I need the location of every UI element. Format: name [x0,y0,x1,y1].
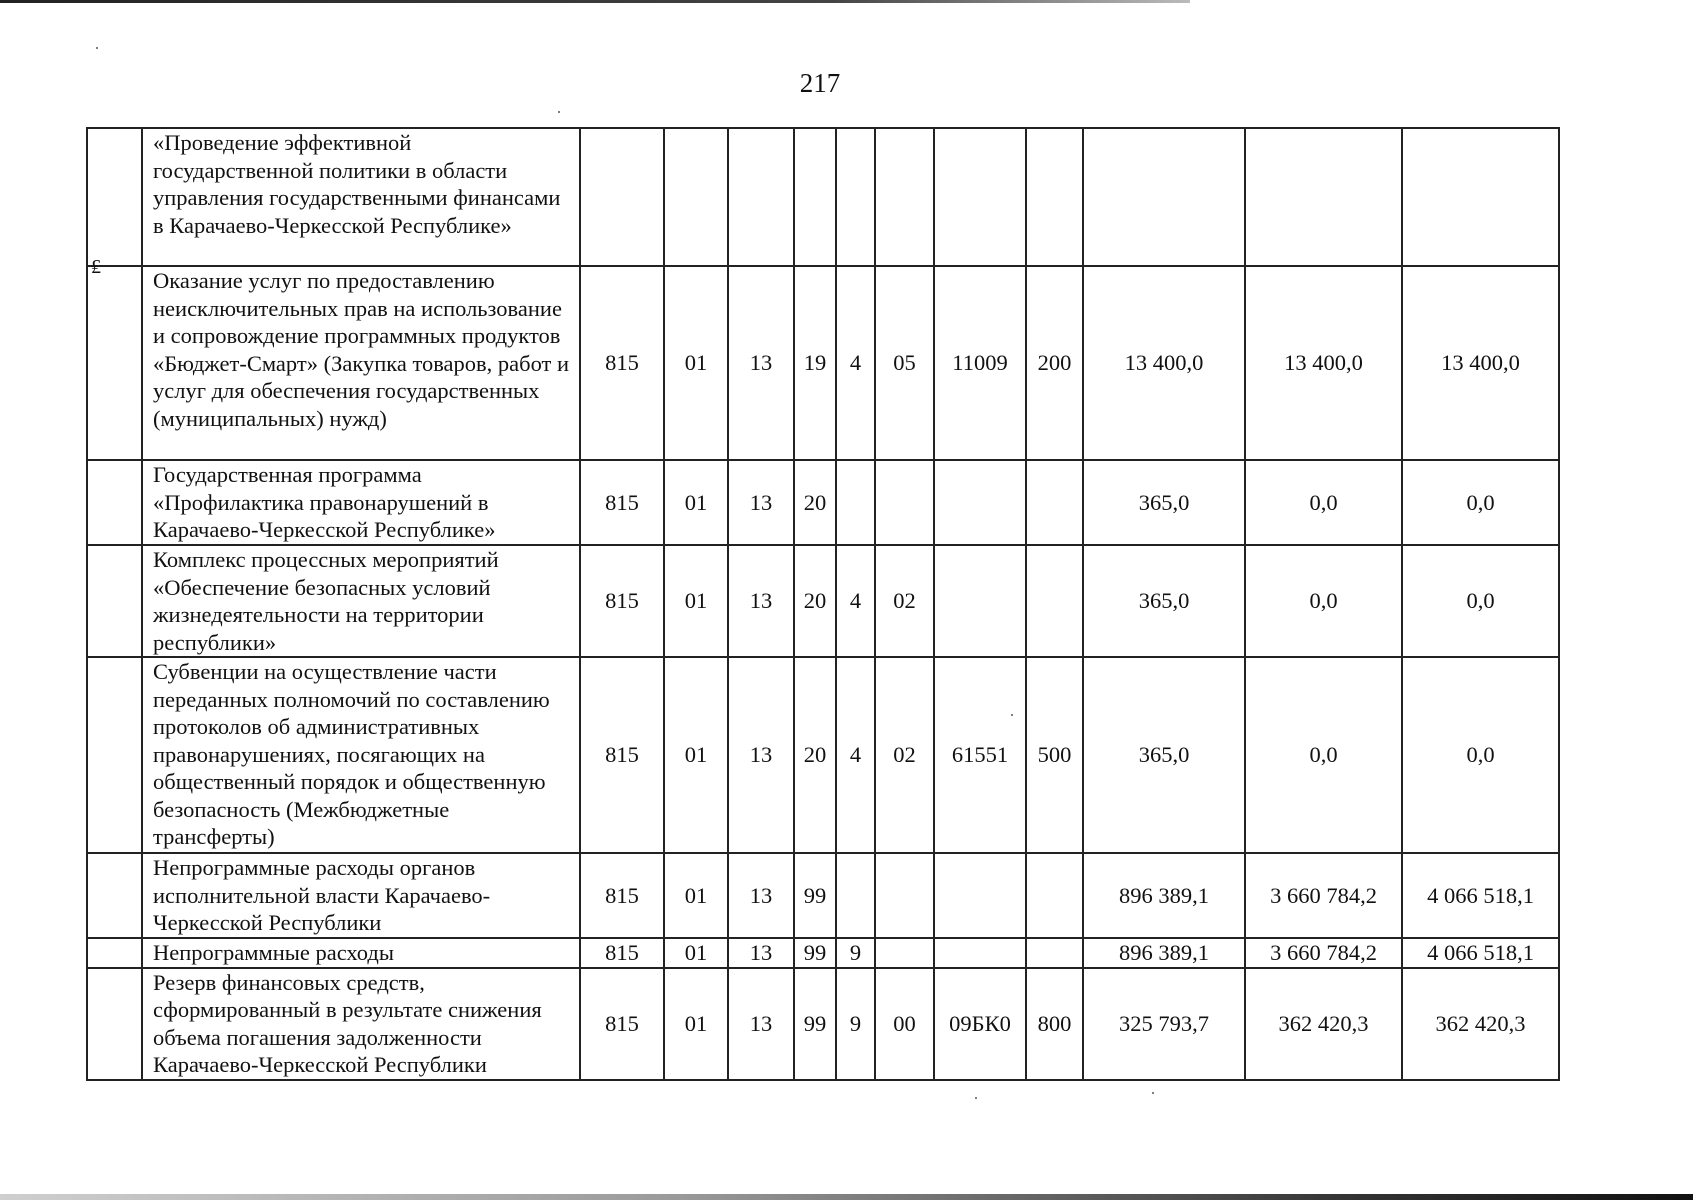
amount-year-2 [1245,128,1402,266]
subsection-code: 13 [728,460,794,545]
subprogram-code: 00 [875,968,934,1080]
expense-name: Непрограммные расходы органов исполнительной власти Карачаево-Черкесской Республики [142,853,580,938]
amount-year-3: 4 066 518,1 [1402,853,1559,938]
expense-type-code [1026,128,1083,266]
grbs-code: 815 [580,545,664,657]
amount-year-2: 362 420,3 [1245,968,1402,1080]
subprogram-code: 02 [875,545,934,657]
table-body [87,128,1559,1080]
grbs-code: 815 [580,460,664,545]
budget-table [86,127,1560,1081]
section-code [664,128,728,266]
grbs-code: 815 [580,853,664,938]
table-row [87,460,1559,545]
amount-year-3: 362 420,3 [1402,968,1559,1080]
direction-code: 11009 [934,266,1026,460]
section-code: 01 [664,853,728,938]
program-code: 20 [794,657,836,853]
section-code: 01 [664,657,728,853]
row-number-cell [87,266,142,460]
direction-code: 61551 [934,657,1026,853]
subsection-code [728,128,794,266]
table-row [87,938,1559,968]
program-type-code [836,128,875,266]
direction-code: 09БК0 [934,968,1026,1080]
subsection-code: 13 [728,853,794,938]
grbs-code [580,128,664,266]
row-number-cell [87,545,142,657]
expense-name: Государственная программа «Профилактика правонарушений в Карачаево-Черкесской Республике» [142,460,580,545]
amount-year-3: 0,0 [1402,545,1559,657]
program-type-code: 9 [836,938,875,968]
amount-year-1: 896 389,1 [1083,938,1245,968]
program-type-code: 4 [836,266,875,460]
row-number-cell [87,853,142,938]
expense-type-code: 500 [1026,657,1083,853]
program-code: 19 [794,266,836,460]
page-number: 217 [799,68,841,98]
row-number-cell [87,460,142,545]
expense-name: Комплекс процессных мероприятий «Обеспечение безопасных условий жизнедеятельности на территории республики» [142,545,580,657]
program-code: 20 [794,460,836,545]
scan-speck [558,111,560,113]
table-row [87,545,1559,657]
amount-year-1: 365,0 [1083,545,1245,657]
expense-type-code: 800 [1026,968,1083,1080]
amount-year-1: 325 793,7 [1083,968,1245,1080]
expense-name: Резерв финансовых средств, сформированный в результате снижения объема погашения задолженности Карачаево-Черкесской Республики [142,968,580,1080]
subprogram-code [875,460,934,545]
table-row [87,853,1559,938]
section-code: 01 [664,266,728,460]
direction-code [934,545,1026,657]
amount-year-2: 0,0 [1245,545,1402,657]
amount-year-2: 0,0 [1245,460,1402,545]
scan-speck [96,47,98,49]
subprogram-code [875,128,934,266]
section-code: 01 [664,938,728,968]
expense-name: «Проведение эффективной государственной политики в области управления государственными финансами в Карачаево-Черкесской Республике» [142,128,580,266]
program-type-code: 4 [836,657,875,853]
amount-year-1 [1083,128,1245,266]
program-code: 99 [794,968,836,1080]
amount-year-2: 3 660 784,2 [1245,938,1402,968]
table-row [87,657,1559,853]
table-row [87,266,1559,460]
row-number-cell [87,657,142,853]
program-type-code: 9 [836,968,875,1080]
amount-year-1: 365,0 [1083,460,1245,545]
expense-type-code [1026,853,1083,938]
amount-year-3 [1402,128,1559,266]
subsection-code: 13 [728,657,794,853]
expense-name: Субвенции на осуществление части переданных полномочий по составлению протоколов об административных правонарушениях, посягающих на общественный порядок и общественную безопасность (Межбюджетные трансферты) [142,657,580,853]
amount-year-2: 13 400,0 [1245,266,1402,460]
amount-year-1: 13 400,0 [1083,266,1245,460]
amount-year-2: 3 660 784,2 [1245,853,1402,938]
scan-speck [1152,1092,1154,1094]
subprogram-code: 02 [875,657,934,853]
expense-type-code [1026,545,1083,657]
program-code: 20 [794,545,836,657]
subsection-code: 13 [728,938,794,968]
grbs-code: 815 [580,968,664,1080]
subprogram-code: 05 [875,266,934,460]
section-code: 01 [664,545,728,657]
subprogram-code [875,853,934,938]
program-type-code [836,853,875,938]
scan-speck [975,1097,977,1099]
expense-name: Непрограммные расходы [142,938,580,968]
scan-edge-top [0,0,1190,3]
table-row [87,128,1559,266]
grbs-code: 815 [580,266,664,460]
margin-mark: ₤ [91,256,101,278]
program-code: 99 [794,938,836,968]
direction-code [934,128,1026,266]
direction-code [934,938,1026,968]
expense-type-code: 200 [1026,266,1083,460]
section-code: 01 [664,968,728,1080]
program-type-code [836,460,875,545]
row-number-cell [87,938,142,968]
amount-year-3: 13 400,0 [1402,266,1559,460]
row-number-cell [87,968,142,1080]
subsection-code: 13 [728,545,794,657]
amount-year-3: 0,0 [1402,657,1559,853]
subsection-code: 13 [728,266,794,460]
direction-code [934,853,1026,938]
program-code [794,128,836,266]
row-number-cell [87,128,142,278]
amount-year-1: 365,0 [1083,657,1245,853]
amount-year-1: 896 389,1 [1083,853,1245,938]
expense-type-code [1026,460,1083,545]
amount-year-3: 4 066 518,1 [1402,938,1559,968]
grbs-code: 815 [580,657,664,853]
subsection-code: 13 [728,968,794,1080]
amount-year-3: 0,0 [1402,460,1559,545]
expense-name: Оказание услуг по предоставлению неисключительных прав на использование и сопровождение программных продуктов «Бюджет-Смарт» (Закупка товаров, работ и услуг для обеспечения государственных (муниципальных) нужд) [142,266,580,460]
amount-year-2: 0,0 [1245,657,1402,853]
grbs-code: 815 [580,938,664,968]
program-type-code: 4 [836,545,875,657]
scan-edge-bottom [0,1194,1693,1200]
direction-code [934,460,1026,545]
table-row [87,968,1559,1080]
expense-type-code [1026,938,1083,968]
program-code: 99 [794,853,836,938]
section-code: 01 [664,460,728,545]
subprogram-code [875,938,934,968]
